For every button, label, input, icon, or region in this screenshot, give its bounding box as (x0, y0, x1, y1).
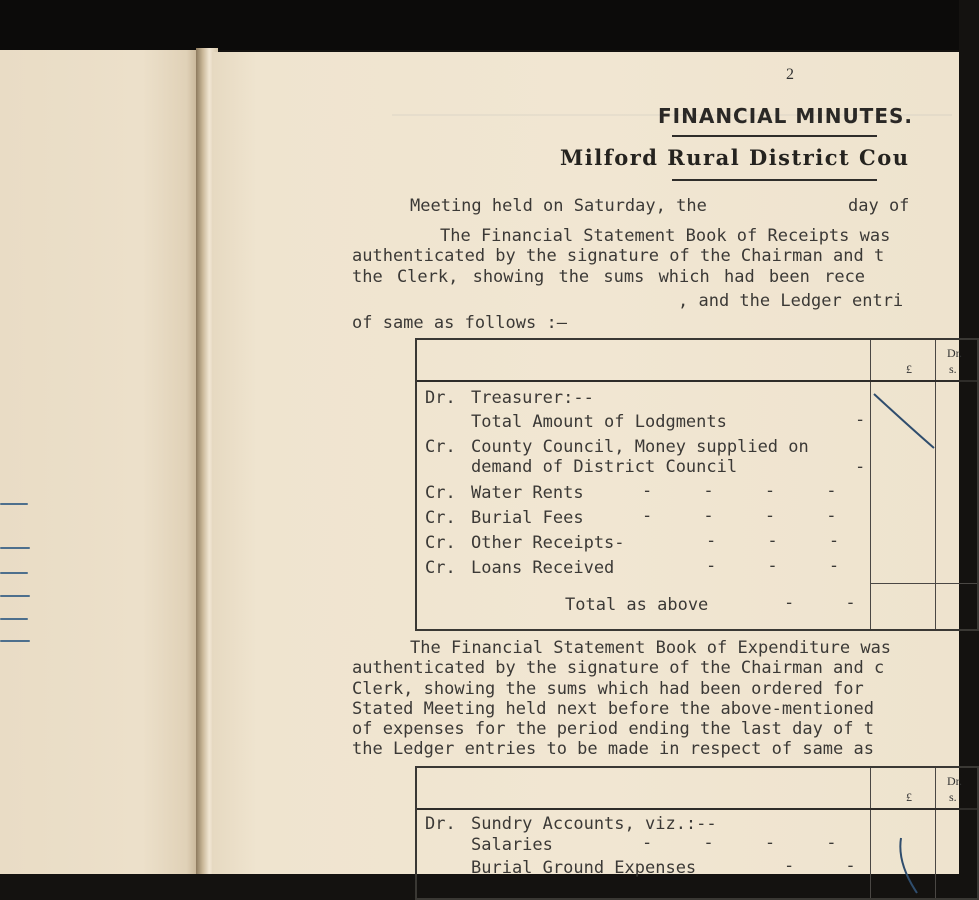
title-rule (672, 135, 877, 137)
table-row-prefix: Cr. (425, 558, 456, 578)
table-row-label: demand of District Council (471, 457, 738, 477)
para1-line: of same as follows :— (352, 313, 567, 333)
meeting-line-prefix: Meeting held on Saturday, the (410, 196, 707, 216)
table-row-label: Loans Received (471, 558, 615, 578)
council-rule (672, 179, 877, 181)
column-header-pound: £ (906, 362, 912, 376)
column-header-pound: £ (906, 790, 912, 804)
pencil-cancel-stroke (872, 384, 972, 464)
column-header-dr: Dr. (947, 774, 962, 788)
table-row-prefix: Cr. (425, 533, 456, 553)
table-row-label: Burial Fees (471, 508, 584, 528)
left-page-pencil-mark (0, 640, 30, 642)
table-row-dashes: - - (784, 856, 856, 876)
table-total-rule (870, 583, 977, 584)
table-column-divider (870, 340, 871, 629)
table-row-dashes: - - - (706, 556, 840, 576)
para2-line: of expenses for the period ending the last day of t (352, 719, 874, 739)
table-header-rule (417, 808, 977, 810)
table-total-dashes: - - (784, 593, 856, 613)
left-page-pencil-mark (0, 547, 30, 549)
table-header-rule (417, 380, 977, 382)
scanner-bed-top (0, 0, 959, 50)
council-heading: Milford Rural District Cou (560, 145, 910, 170)
table-row-prefix: Cr. (425, 483, 456, 503)
table-row-label: Burial Ground Expenses (471, 858, 697, 878)
table-row-dashes: - - - (706, 531, 840, 551)
table-row-prefix: Dr. (425, 388, 456, 408)
para1-line: the Clerk, showing the sums which had been rece (352, 267, 866, 287)
table-row-label: Salaries (471, 835, 553, 855)
table-row-label: Water Rents (471, 483, 584, 503)
para1-line: The Financial Statement Book of Receipts was (440, 226, 891, 246)
para2-line: Clerk, showing the sums which had been ordered for (352, 679, 864, 699)
left-page-pencil-mark (0, 618, 28, 620)
table-row-label: Sundry Accounts, viz.:-- (471, 814, 717, 834)
para2-line: The Financial Statement Book of Expenditure was (410, 638, 892, 658)
left-page-pencil-mark (0, 595, 30, 597)
para1-line: , and the Ledger entri (678, 291, 904, 311)
table-row-dashes: - (855, 410, 866, 430)
page-number: 2 (786, 66, 794, 83)
table-row-prefix: Cr. (425, 437, 456, 457)
table-total-label: Total as above (565, 595, 709, 615)
table-row-prefix: Dr. (425, 814, 456, 834)
table-column-divider (870, 768, 871, 898)
table-row-label: Other Receipts- (471, 533, 625, 553)
column-header-dr: Dr. (947, 346, 962, 360)
table-row-dashes: - - - - (642, 506, 837, 526)
table-row-dashes: - - - - (642, 481, 837, 501)
table-row-dashes: - (855, 457, 866, 477)
table-row-prefix: Cr. (425, 508, 456, 528)
right-page (212, 52, 962, 878)
para1-line: authenticated by the signature of the Chairman and t (352, 246, 885, 266)
left-page-pencil-mark (0, 503, 28, 505)
table-row-label: County Council, Money supplied on (471, 437, 809, 457)
left-page-bleed-mark (0, 212, 4, 226)
meeting-line-day: day of (848, 196, 910, 216)
pencil-cancel-stroke (887, 838, 947, 898)
para2-line: authenticated by the signature of the Chairman and c (352, 658, 885, 678)
column-header-shillings: s. (949, 362, 957, 376)
para2-line: Stated Meeting held next before the above-mentioned (352, 699, 874, 719)
table-row-label: Total Amount of Lodgments (471, 412, 727, 432)
column-header-shillings: s. (949, 790, 957, 804)
table-row-label: Treasurer:-- (471, 388, 594, 408)
table-row-dashes: - - - - (642, 833, 837, 853)
left-page (0, 50, 203, 874)
left-page-pencil-mark (0, 572, 28, 574)
page-title: FINANCIAL MINUTES. (658, 104, 913, 128)
para2-line: the Ledger entries to be made in respect of same as (352, 739, 874, 759)
